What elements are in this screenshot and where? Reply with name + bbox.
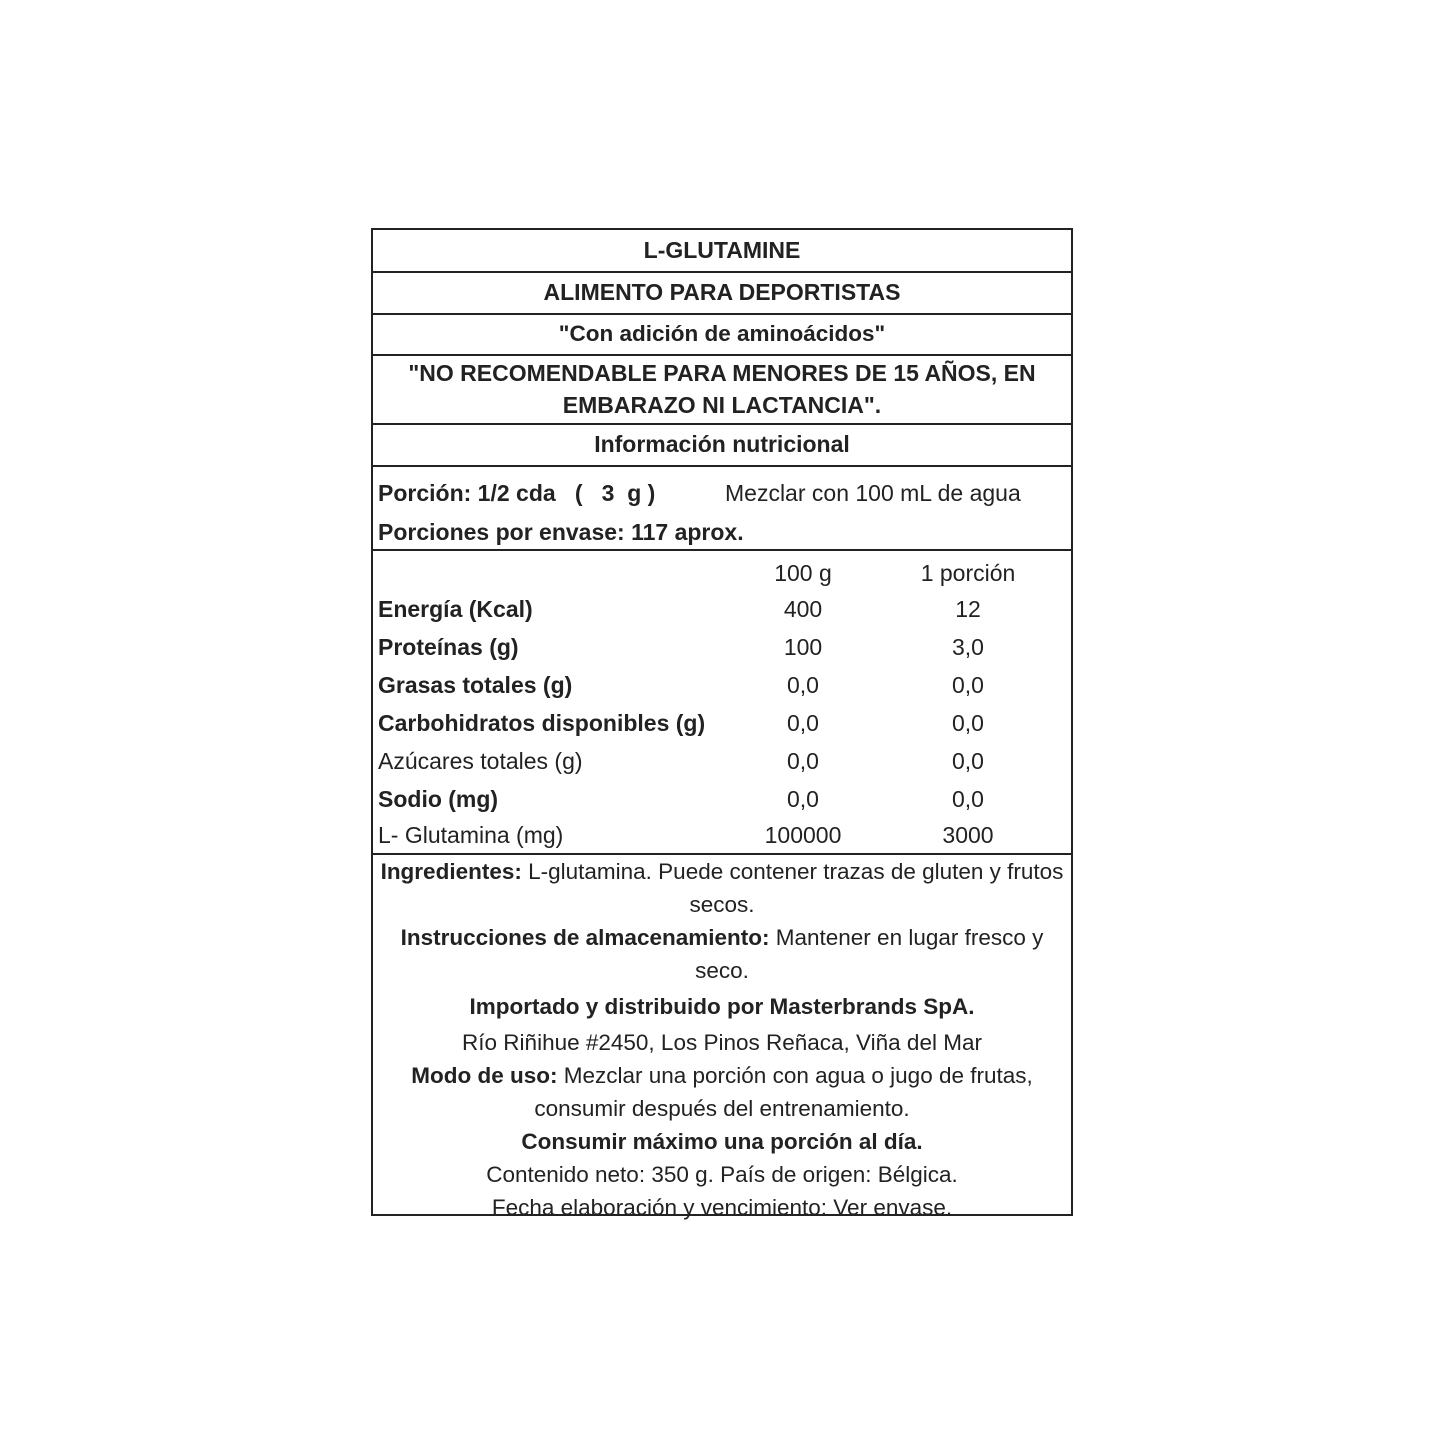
- servings-value: 117 aprox.: [631, 519, 744, 545]
- portion-amount: 1/2 cda ( 3 g ): [477, 480, 656, 506]
- servings-label: Porciones por envase:: [378, 519, 625, 545]
- nutrient-name: L- Glutamina (mg): [378, 822, 564, 848]
- max-dose-text: Consumir máximo una porción al día.: [521, 1129, 923, 1154]
- nutrient-per-100g: 0,0: [787, 786, 819, 812]
- nutrient-name: Sodio (mg): [378, 786, 499, 812]
- nutrient-per-portion: 0,0: [952, 786, 984, 812]
- product-title: L-GLUTAMINE: [373, 230, 1071, 273]
- table-row: [373, 634, 1071, 672]
- nutrition-label: [371, 228, 1073, 1220]
- storage-text: Mantener en lugar fresco y seco.: [695, 925, 1044, 983]
- nutrition-info-title: Información nutricional: [373, 425, 1071, 467]
- nutrient-per-100g: 0,0: [787, 672, 819, 698]
- nutrient-per-100g: 100000: [764, 822, 842, 848]
- net-content-text: Contenido neto: 350 g. País de origen: Bélgica.: [486, 1162, 958, 1187]
- nutrient-name: Grasas totales (g): [378, 672, 573, 698]
- importer-text: Importado y distribuido por Masterbrands SpA.: [469, 994, 975, 1019]
- nutrient-name: Energía (Kcal): [378, 596, 533, 622]
- usage-label: Modo de uso:: [411, 1063, 558, 1088]
- ingredients-paragraph: [373, 855, 1071, 921]
- nutrient-per-portion: 0,0: [952, 710, 984, 736]
- amino-note: "Con adición de aminoácidos": [373, 315, 1071, 356]
- portion-instruction: Mezclar con 100 mL de agua: [725, 480, 1021, 506]
- servings-line: [378, 519, 744, 546]
- nutrient-per-100g: 0,0: [787, 748, 819, 774]
- table-row: [373, 822, 1071, 860]
- nutrient-name: Carbohidratos disponibles (g): [378, 710, 706, 736]
- nutrient-per-portion: 3000: [942, 822, 994, 848]
- nutrition-table: [373, 551, 1071, 855]
- portion-section: [373, 467, 1071, 551]
- table-row: [373, 672, 1071, 710]
- table-row: [373, 710, 1071, 748]
- ingredients-label: Ingredientes:: [380, 859, 522, 884]
- storage-label: Instrucciones de almacenamiento:: [400, 925, 770, 950]
- nutrient-per-portion: 3,0: [952, 634, 984, 660]
- ingredients-text: L-glutamina. Puede contener trazas de gluten y frutos secos.: [528, 859, 1064, 917]
- nutrient-per-portion: 0,0: [952, 672, 984, 698]
- address-text: Río Riñihue #2450, Los Pinos Reñaca, Viña del Mar: [462, 1030, 982, 1055]
- warning-text: "NO RECOMENDABLE PARA MENORES DE 15 AÑOS, EN EMBARAZO NI LACTANCIA".: [373, 356, 1071, 425]
- table-row: [373, 596, 1071, 634]
- nutrient-per-portion: 12: [955, 596, 981, 622]
- dates-text: Fecha elaboración y vencimiento: Ver envase.: [491, 1195, 953, 1220]
- product-category: ALIMENTO PARA DEPORTISTAS: [373, 273, 1071, 315]
- nutrient-per-100g: 0,0: [787, 710, 819, 736]
- nutrient-name: Proteínas (g): [378, 634, 519, 660]
- nutrient-per-100g: 400: [783, 596, 823, 622]
- nutrient-name: Azúcares totales (g): [378, 748, 583, 774]
- nutrient-per-portion: 0,0: [952, 748, 984, 774]
- nutrition-table-header: [373, 560, 1071, 598]
- table-row: [373, 748, 1071, 786]
- table-row: [373, 786, 1071, 824]
- nutrient-per-100g: 100: [783, 634, 823, 660]
- storage-paragraph: [373, 921, 1071, 987]
- label-footer: [373, 855, 1071, 1224]
- usage-text: Mezclar una porción con agua o jugo de frutas, consumir después del entrenamiento.: [534, 1063, 1033, 1121]
- column-header-100g: 100 g: [774, 560, 832, 586]
- usage-paragraph: [373, 1059, 1071, 1125]
- portion-line: [378, 480, 655, 507]
- column-header-portion: 1 porción: [920, 560, 1016, 586]
- portion-label: Porción:: [378, 480, 472, 506]
